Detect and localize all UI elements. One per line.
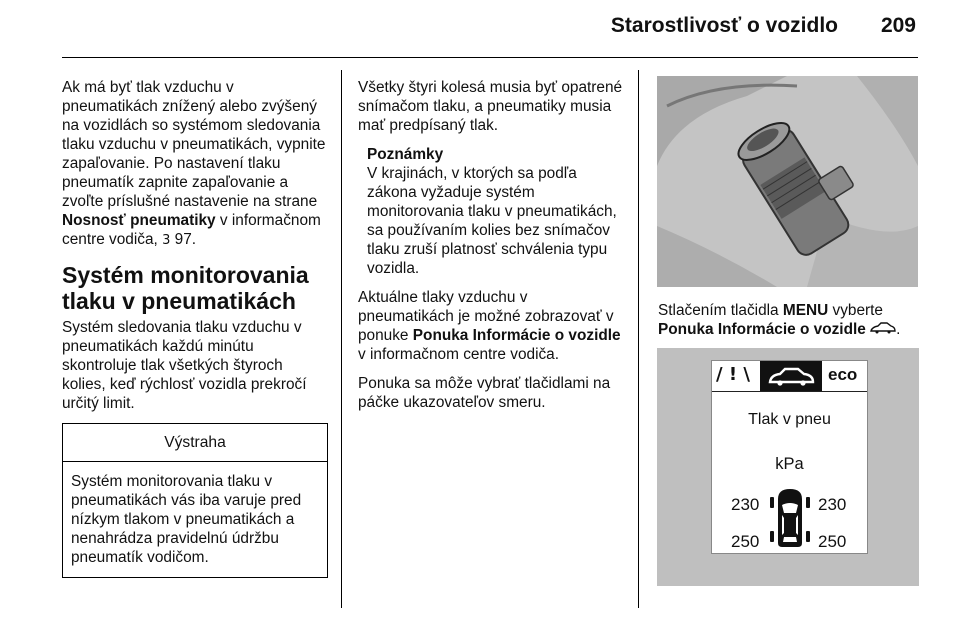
- turn-signal-stalk-photo: [657, 76, 918, 287]
- body-paragraph: Aktuálne tlaky vzduchu v pneumatikách je možné zobrazovať v ponuke Ponuka Informácie o vozidle v informačnom centre vodiča.: [358, 289, 621, 363]
- tire-pressure-display-figure: [657, 348, 919, 586]
- photo-caption: Stlačením tlačidla MENU vyberte Ponuka Informácie o vozidle .: [658, 302, 901, 338]
- menu-button-label: MENU: [782, 302, 829, 319]
- header-title: Starostlivosť o vozidlo: [610, 14, 838, 37]
- rear-left-pressure: 250: [731, 532, 760, 551]
- reference-page-link[interactable]: 97.: [170, 231, 197, 248]
- screen-title: Tlak v pneu: [748, 411, 831, 428]
- warning-box: [62, 423, 328, 578]
- note-block: [367, 145, 626, 278]
- front-left-pressure: 230: [731, 495, 760, 514]
- note-body: V krajinách, v ktorých sa podľa zákona vyžaduje systém monitorovania tlaku v pneumatikách, sa používaním kolies bez snímačov tlaku zruší platnosť schválenia typu vozidla.: [367, 165, 617, 277]
- eco-tab: eco: [828, 365, 858, 384]
- rear-right-pressure: 250: [818, 532, 847, 551]
- column-1: [62, 78, 328, 578]
- warning-title: Výstraha: [63, 424, 327, 462]
- body-paragraph: Systém sledovania tlaku vzduchu v pneumatikách každú minútu skontroluje tlak všetkých štyroch kolies, keď rýchlosť vozidla prekročí určitý limit.: [62, 319, 307, 412]
- page-header: [0, 0, 960, 58]
- tire-load-setting: Nosnosť pneumatiky: [62, 212, 216, 229]
- car-icon: [760, 361, 822, 391]
- car-top-view-icon: [770, 487, 810, 554]
- intro-paragraph: Ak má byť tlak vzduchu v pneumatikách znížený alebo zvýšený na vozidlách so systémom sledovania tlaku vzduchu v pneumatikách, vypnite zapaľovanie. Po nastavení tlaku pneumatík zapnite zapaľovanie a zvoľte príslušné nastavenie na strane Nosnosť pneumatiky v informačnom centre vodiča, 3 97.: [62, 79, 326, 248]
- body-paragraph: Všetky štyri kolesá musia byť opatrené snímačom tlaku, a pneumatiky musia mať predpísaný tlak.: [358, 79, 623, 134]
- car-outline-icon: [870, 320, 896, 339]
- column-divider: [341, 70, 342, 608]
- column-divider: [638, 70, 639, 608]
- vehicle-info-menu-label: Ponuka Informácie o vozidle: [658, 321, 866, 338]
- pressure-unit: kPa: [775, 455, 804, 473]
- note-title: Poznámky: [367, 146, 444, 163]
- body-paragraph: Ponuka sa môže vybrať tlačidlami na páčke ukazovateľov smeru.: [358, 375, 611, 411]
- section-heading: Systém monitorovania tlaku v pneumatikách: [62, 262, 309, 314]
- warning-body: Systém monitorovania tlaku v pneumatikách vás iba varuje pred nízkym tlakom v pneumatikách a nenahrádza pravidelnú údržbu pneumatík vodičom.: [71, 473, 302, 566]
- warning-tab-icon: / ! \: [716, 364, 750, 385]
- header-divider: [62, 57, 918, 58]
- vehicle-info-tab: [760, 361, 822, 391]
- front-right-pressure: 230: [818, 495, 847, 514]
- screen-tab-bar: [712, 361, 867, 392]
- page-number: 209: [880, 14, 916, 37]
- reference-arrow-icon: 3: [162, 233, 171, 248]
- driver-info-screen: [711, 360, 868, 554]
- menu-name: Ponuka Informácie o vozidle: [412, 327, 621, 344]
- column-2: [358, 78, 626, 422]
